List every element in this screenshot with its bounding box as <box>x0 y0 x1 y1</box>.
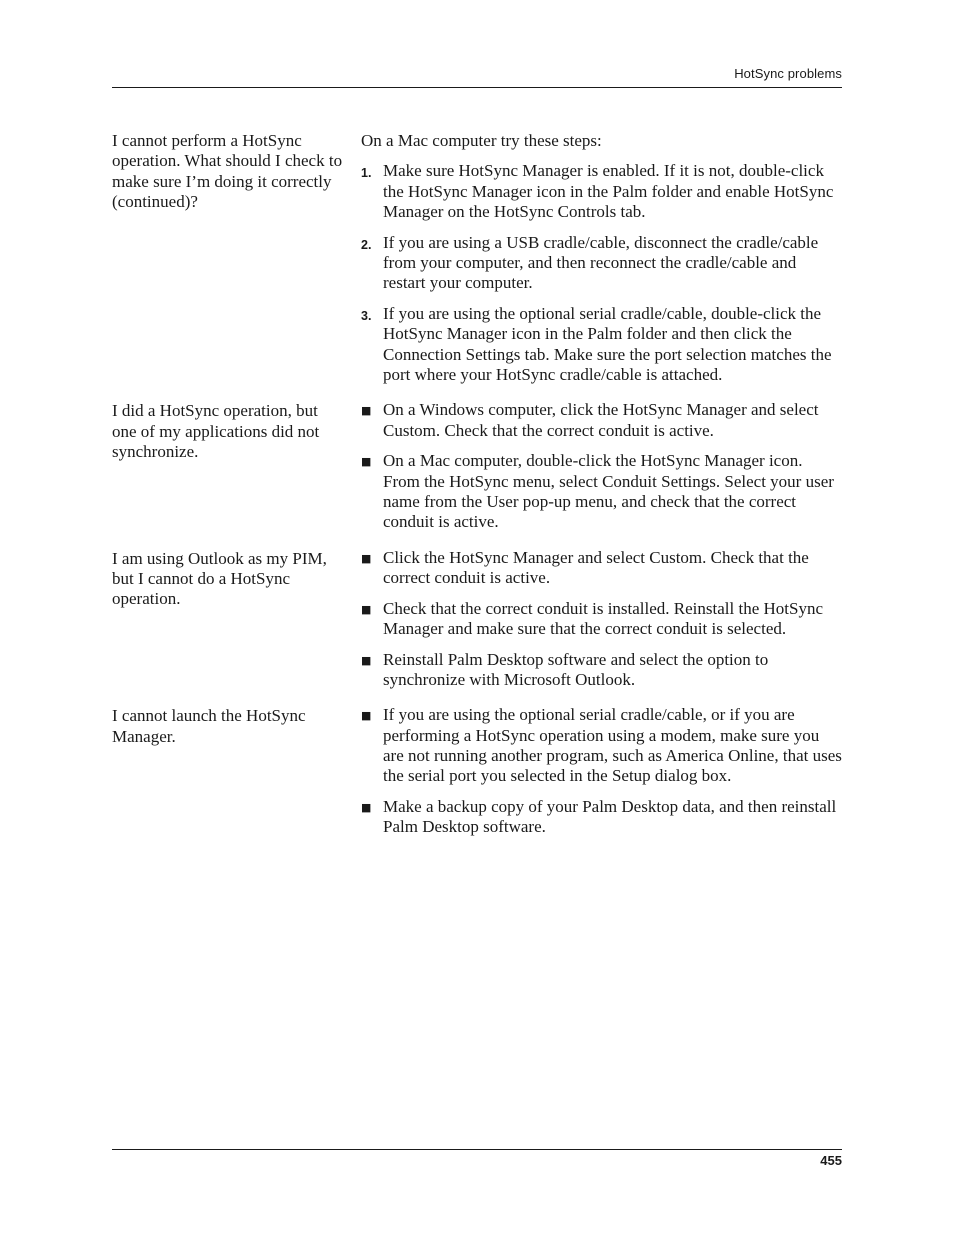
question-text: I cannot perform a HotSync operation. What should I check to make sure I’m doing it correctly (continued)? <box>112 131 343 211</box>
step-number: 2. <box>361 237 372 252</box>
question-text: I cannot launch the HotSync Manager. <box>112 706 306 746</box>
list-item-text: Make a backup copy of your Palm Desktop data, and then reinstall Palm Desktop software. <box>383 797 837 837</box>
list-item-text: On a Mac computer, double-click the HotSync Manager icon. From the HotSync menu, select Conduit Settings. Select your user name from the User pop-up menu, and check that the correct conduit is active. <box>383 451 834 532</box>
answer-cell <box>361 548 842 691</box>
page-number: 455 <box>820 1153 842 1168</box>
square-bullet-icon: ■ <box>361 709 372 723</box>
list-item <box>361 705 842 786</box>
list-item <box>361 451 842 532</box>
running-head: HotSync problems <box>734 66 842 81</box>
square-bullet-icon: ■ <box>361 551 372 565</box>
list-item <box>361 161 842 222</box>
square-bullet-icon: ■ <box>361 602 372 616</box>
list-item <box>361 400 842 441</box>
square-bullet-icon: ■ <box>361 801 372 815</box>
list-item-text: On a Windows computer, click the HotSync Manager and select Custom. Check that the correct conduit is active. <box>383 400 819 440</box>
question-text: I am using Outlook as my PIM, but I cannot do a HotSync operation. <box>112 548 327 609</box>
troubleshooting-table <box>112 130 842 853</box>
question-text: I did a HotSync operation, but one of my applications did not synchronize. <box>112 401 320 461</box>
table-row <box>112 400 842 532</box>
square-bullet-icon: ■ <box>361 455 372 469</box>
list-item <box>361 599 842 640</box>
list-item-text: If you are using the optional serial cradle/cable, or if you are performing a HotSync operation using a modem, make sure you are not running another program, such as America Online, that uses the serial port you selected in the Setup dialog box. <box>383 705 842 786</box>
square-bullet-icon: ■ <box>361 653 372 667</box>
list-item-text: Check that the correct conduit is installed. Reinstall the HotSync Manager and make sure that the correct conduit is selected. <box>383 598 824 638</box>
header-rule <box>112 87 842 88</box>
list-item-text: Make sure HotSync Manager is enabled. If it is not, double-click the HotSync Manager icon in the Palm folder and enable HotSync Manager on the HotSync Controls tab. <box>383 161 834 221</box>
answer-cell <box>361 705 842 837</box>
answer-lead: On a Mac computer try these steps: <box>361 131 602 150</box>
answer-cell <box>361 400 842 532</box>
table-row <box>112 705 842 837</box>
list-item-text: If you are using the optional serial cradle/cable, double-click the HotSync Manager icon in the Palm folder and then click the Connection Settings tab. Make sure the port selection matches the port where your HotSync cradle/cable is attached. <box>383 304 832 384</box>
list-item <box>361 233 842 294</box>
list-item <box>361 548 842 589</box>
footer-rule <box>112 1149 842 1150</box>
list-item-text: Click the HotSync Manager and select Custom. Check that the correct conduit is active. <box>383 547 809 587</box>
list-item-text: Reinstall Palm Desktop software and select the option to synchronize with Microsoft Outlook. <box>383 649 769 690</box>
square-bullet-icon: ■ <box>361 404 372 418</box>
list-item <box>361 650 842 691</box>
list-item <box>361 797 842 838</box>
answer-cell <box>361 130 842 385</box>
list-item <box>361 304 842 385</box>
table-row <box>112 130 842 385</box>
step-number: 1. <box>361 166 372 181</box>
table-row <box>112 548 842 691</box>
list-item-text: If you are using a USB cradle/cable, disconnect the cradle/cable from your computer, and then reconnect the cradle/cable and restart your computer. <box>383 232 819 293</box>
step-number: 3. <box>361 309 372 324</box>
